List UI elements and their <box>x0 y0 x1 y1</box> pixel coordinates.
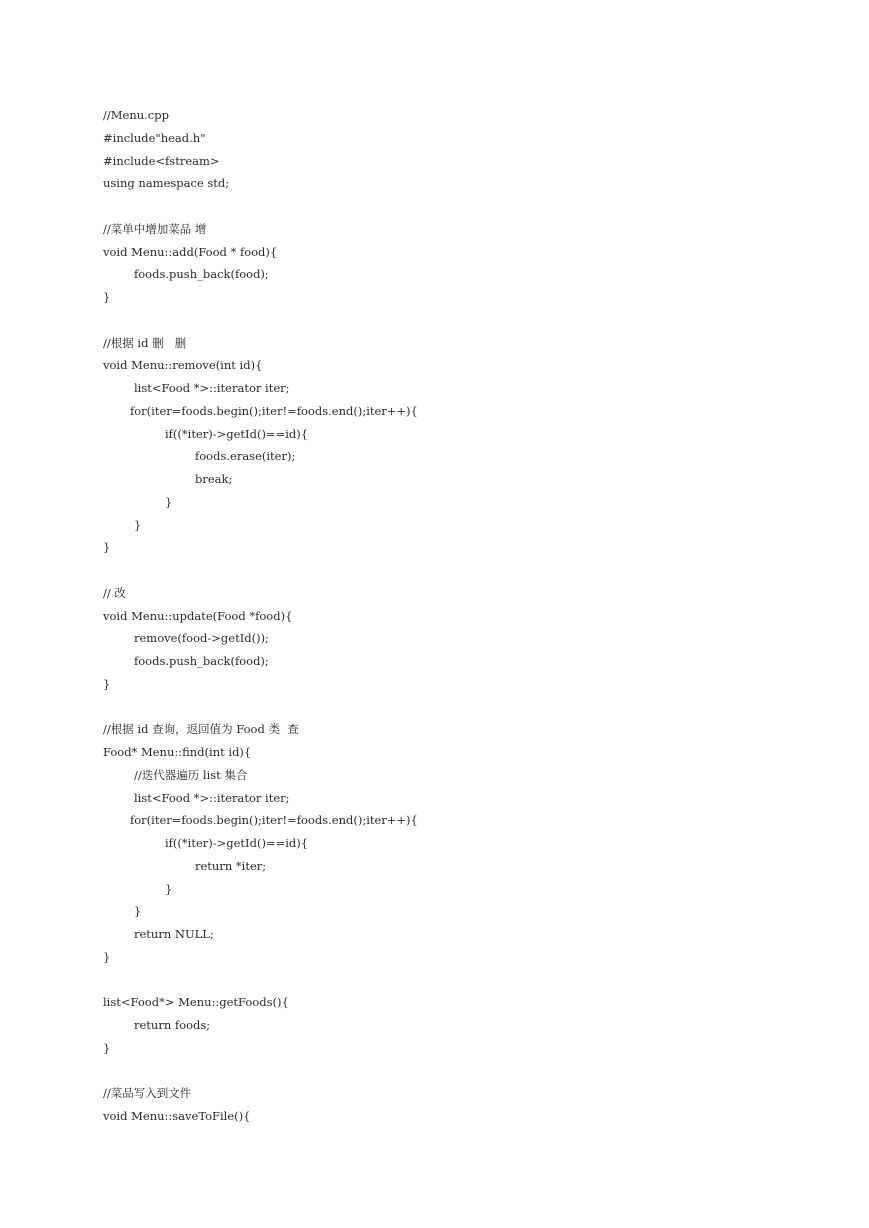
code-comment: //根据 id 查询，返回值为 Food 类 查 <box>103 722 299 737</box>
code-line: if((*iter)->getId()==id){ <box>165 426 309 441</box>
code-line: } <box>165 881 173 896</box>
code-line: void Menu::add(Food * food){ <box>103 244 278 259</box>
code-line: //Menu.cpp <box>103 108 169 122</box>
code-line: } <box>103 676 111 691</box>
code-line: return NULL; <box>134 927 214 941</box>
code-comment: //菜品写入到文件 <box>103 1086 192 1101</box>
blank-line <box>103 696 418 719</box>
code-line: using namespace std; <box>103 176 230 191</box>
code-line: for(iter=foods.begin();iter!=foods.end();iter++){ <box>130 403 418 418</box>
code-line: if((*iter)->getId()==id){ <box>165 836 309 850</box>
code-line: foods.erase(iter); <box>195 449 296 464</box>
blank-line <box>103 309 418 332</box>
blank-line <box>103 195 418 218</box>
code-line: void Menu::update(Food *food){ <box>103 608 293 623</box>
code-line: } <box>165 494 173 509</box>
blank-line <box>103 1060 418 1083</box>
code-line: foods.push_back(food); <box>134 654 269 668</box>
code-line: #include"head.h" <box>103 130 206 145</box>
code-line: Food* Menu::find(int id){ <box>103 745 252 759</box>
code-line: #include<fstream> <box>103 153 220 168</box>
blank-line <box>103 559 418 582</box>
code-comment: // 改 <box>103 585 126 600</box>
code-line: void Menu::saveToFile(){ <box>103 1109 251 1123</box>
code-line: return foods; <box>134 1018 211 1032</box>
code-line: } <box>103 949 111 964</box>
code-line: } <box>103 540 111 555</box>
code-comment: //菜单中增加菜品 增 <box>103 221 207 236</box>
code-line: for(iter=foods.begin();iter!=foods.end();iter++){ <box>130 813 418 828</box>
code-line: void Menu::remove(int id){ <box>103 358 263 373</box>
code-line: list<Food *>::iterator iter; <box>134 790 290 805</box>
code-line: list<Food *>::iterator iter; <box>134 381 290 395</box>
code-line: remove(food->getId()); <box>134 631 269 646</box>
code-line: break; <box>195 472 233 486</box>
code-line: } <box>134 904 142 919</box>
code-line: } <box>103 290 111 304</box>
code-listing <box>103 104 418 1128</box>
code-line: foods.push_back(food); <box>134 267 269 282</box>
blank-line <box>103 969 418 992</box>
code-line: return *iter; <box>195 858 267 873</box>
code-line: } <box>134 517 142 532</box>
code-comment: //迭代器遍历 list 集合 <box>134 767 248 782</box>
code-line: list<Food*> Menu::getFoods(){ <box>103 995 289 1010</box>
code-comment: //根据 id 删 删 <box>103 335 187 350</box>
code-line: } <box>103 1040 111 1055</box>
